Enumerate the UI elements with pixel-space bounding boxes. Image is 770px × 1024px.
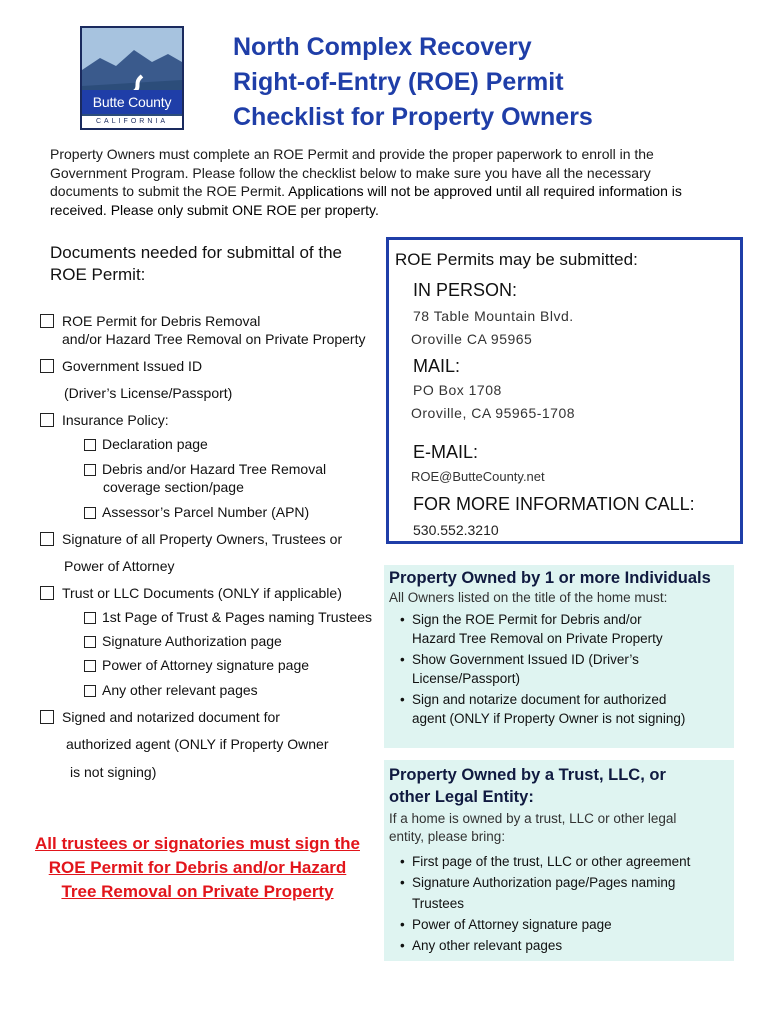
checkbox[interactable] — [40, 359, 54, 373]
sig-auth-label: Signature Authorization page — [102, 633, 282, 649]
checkbox[interactable] — [40, 586, 54, 600]
intro-paragraph — [50, 145, 710, 219]
checkbox[interactable] — [84, 612, 96, 624]
insurance-label: Insurance Policy: — [62, 412, 169, 428]
individuals-info-box — [384, 565, 734, 748]
notarized-label-cont-2: is not signing) — [70, 764, 157, 780]
checkbox[interactable] — [84, 636, 96, 648]
list-item: • Show Government Issued ID (Driver’s License/Passport) — [400, 651, 652, 688]
trust-first-page-label: 1st Page of Trust & Pages naming Trustees — [102, 609, 373, 625]
intro-text: Property Owners must complete an ROE Permit and provide the proper paperwork to enroll in the Government Program. Please follow the checklist below to make sure you have all the necessary documents to submit the ROE Permit. — [50, 146, 654, 199]
checkbox[interactable] — [40, 314, 54, 328]
individuals-list — [400, 611, 720, 728]
individuals-title: Property Owned by 1 or more Individuals — [389, 569, 711, 587]
checklist-subitem-other-pages[interactable] — [84, 681, 258, 700]
list-item: • Signature Authorization page/Pages naming Trustees — [400, 872, 712, 914]
checklist-subitem-sig-auth[interactable] — [84, 632, 282, 651]
logo-title: Butte County — [92, 94, 172, 110]
email-link[interactable]: ROE@ButteCounty.net — [411, 469, 545, 484]
trust-entity-title-line-1: Property Owned by a Trust, LLC, or — [389, 766, 666, 784]
in-person-label: IN PERSON: — [413, 280, 518, 300]
trust-entity-title-line-2: other Legal Entity: — [389, 788, 534, 806]
other-pages-label: Any other relevant pages — [102, 682, 258, 698]
gov-id-label: Government Issued ID — [62, 358, 203, 374]
checkbox[interactable] — [40, 532, 54, 546]
trust-entity-list — [400, 851, 720, 956]
checklist-subitem-apn[interactable] — [84, 503, 309, 522]
logo-subtitle: CALIFORNIA — [82, 116, 182, 128]
list-item: • First page of the trust, LLC or other agreement — [400, 851, 720, 872]
trust-entity-title — [389, 764, 666, 808]
checkbox[interactable] — [84, 464, 96, 476]
trust-label: Trust or LLC Documents (ONLY if applicable) — [62, 585, 342, 601]
mail-label: MAIL: — [413, 356, 461, 376]
in-person-address-line-2: Oroville CA 95965 — [411, 331, 533, 347]
checklist-item-roe-permit[interactable] — [40, 312, 260, 331]
checklist-item-trust[interactable] — [40, 584, 342, 603]
roe-permit-label-cont: and/or Hazard Tree Removal on Private Property — [62, 331, 366, 347]
email-label: E-MAIL: — [413, 442, 479, 462]
checkbox[interactable] — [84, 507, 96, 519]
mail-address-line-1: PO Box 1708 — [413, 382, 502, 398]
checklist-item-signature[interactable] — [40, 530, 342, 549]
title-line-2: Right-of-Entry (ROE) Permit — [233, 68, 564, 96]
individuals-intro: All Owners listed on the title of the home must: — [389, 590, 668, 605]
signature-label: Signature of all Property Owners, Trustees or — [62, 531, 343, 547]
title-line-3: Checklist for Property Owners — [233, 103, 593, 131]
phone-number[interactable]: 530.552.3210 — [413, 522, 499, 538]
checklist-subitem-declaration[interactable] — [84, 435, 208, 454]
intro-bold-text: Applications will not be approved until all required information is received. Please only submit ONE ROE per property. — [50, 183, 682, 218]
declaration-label: Declaration page — [102, 436, 208, 452]
debris-coverage-label: Debris and/or Hazard Tree Removal — [102, 461, 327, 477]
checkbox[interactable] — [84, 439, 96, 451]
checkbox[interactable] — [84, 660, 96, 672]
checklist-item-gov-id[interactable] — [40, 357, 202, 376]
apn-label: Assessor’s Parcel Number (APN) — [102, 504, 310, 520]
debris-coverage-label-cont: coverage section/page — [103, 479, 244, 495]
signature-label-cont: Power of Attorney — [64, 558, 175, 574]
mail-address-line-2: Oroville, CA 95965-1708 — [411, 405, 576, 421]
list-item: • Any other relevant pages — [400, 935, 720, 956]
notarized-label: Signed and notarized document for — [62, 709, 280, 725]
checklist-subitem-trust-first-page[interactable] — [84, 608, 372, 627]
trust-entity-info-box — [384, 760, 734, 961]
gov-id-sub-label: (Driver’s License/Passport) — [64, 385, 233, 401]
logo-landscape-icon — [82, 28, 182, 128]
submission-info-box — [386, 237, 743, 544]
documents-heading: Documents needed for submittal of the ROE Permit: — [50, 243, 342, 284]
checkbox[interactable] — [84, 685, 96, 697]
checklist-subitem-debris-coverage[interactable] — [84, 460, 326, 479]
more-info-label: FOR MORE INFORMATION CALL: — [413, 494, 695, 514]
notarized-label-cont-1: authorized agent (ONLY if Property Owner — [66, 736, 329, 752]
roe-permit-label: ROE Permit for Debris Removal — [62, 313, 261, 329]
checklist-item-notarized[interactable] — [40, 708, 280, 727]
in-person-address-line-1: 78 Table Mountain Blvd. — [413, 308, 574, 324]
poa-label: Power of Attorney signature page — [102, 657, 310, 673]
page-title — [233, 30, 593, 135]
trust-entity-intro: If a home is owned by a trust, LLC or other legal entity, please bring: — [389, 811, 677, 844]
list-item: • Sign the ROE Permit for Debris and/or Hazard Tree Removal on Private Property — [400, 611, 672, 648]
checkbox[interactable] — [40, 710, 54, 724]
checklist-item-insurance[interactable] — [40, 411, 169, 430]
butte-county-logo — [80, 26, 184, 130]
checklist-subitem-poa[interactable] — [84, 656, 309, 675]
trustees-warning-note: All trustees or signatories must sign the ROE Permit for Debris and/or Hazard Tree Removal on Private Property — [35, 834, 360, 901]
checkbox[interactable] — [40, 413, 54, 427]
submission-heading: ROE Permits may be submitted: — [395, 250, 638, 269]
list-item: • Sign and notarize document for authorized agent (ONLY if Property Owner is not signing) — [400, 691, 702, 728]
title-line-1: North Complex Recovery — [233, 33, 532, 61]
list-item: • Power of Attorney signature page — [400, 914, 720, 935]
